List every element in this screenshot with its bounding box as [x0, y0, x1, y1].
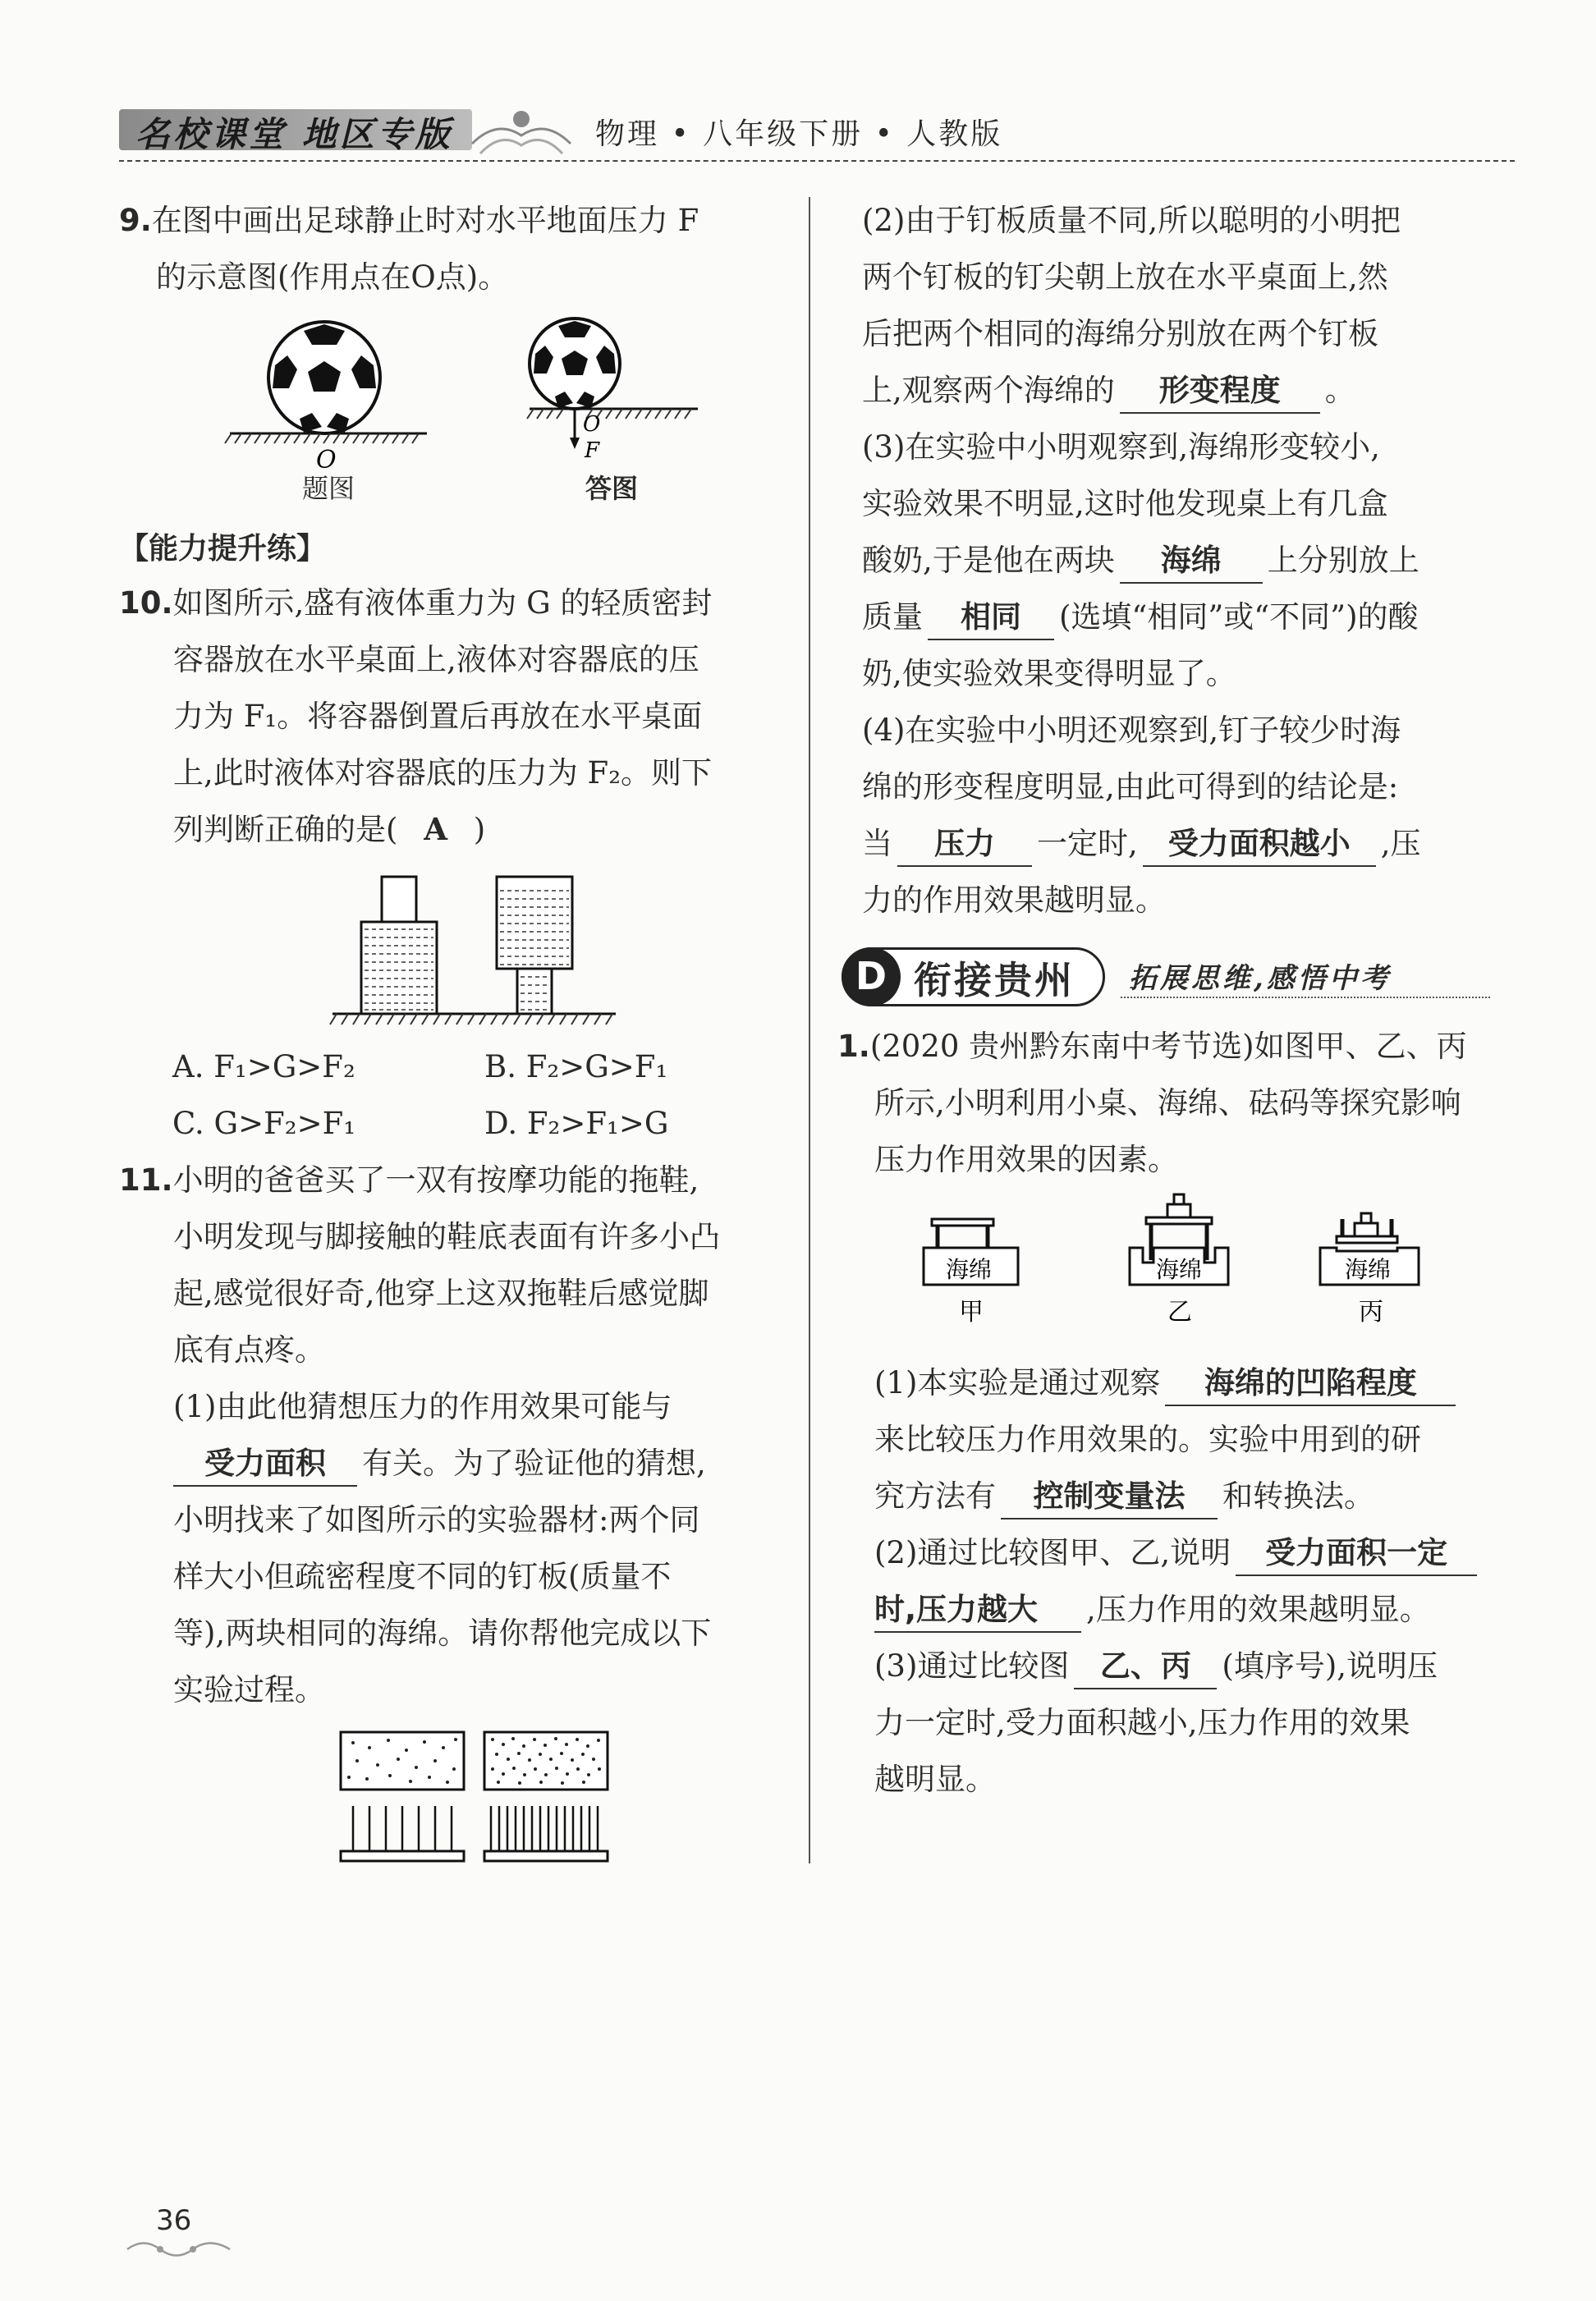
- q10-line2: 容器放在水平桌面上,液体对容器底的压: [173, 642, 699, 677]
- q11-p4-e: ,压: [1380, 826, 1421, 861]
- force-arrow-icon: [570, 409, 580, 449]
- q11-number: 11.: [119, 1162, 173, 1198]
- q11-text: [119, 1152, 792, 1718]
- q11-figure-nailboards: [332, 1728, 628, 1872]
- q10-options: [172, 1038, 796, 1152]
- q11-p2-d: 上,观察两个海绵的: [862, 373, 1115, 408]
- footer-ornament-icon: [123, 2233, 238, 2262]
- q11-answer-6: 受力面积越小: [1143, 823, 1376, 867]
- container-inverted: [497, 877, 572, 1014]
- q11-p1-c1: 小明找来了如图所示的实验器材:两个同: [173, 1502, 700, 1538]
- d1-text: [837, 1018, 1519, 1188]
- q11-intro-2: 小明发现与脚接触的鞋底表面有许多小凸: [173, 1219, 720, 1254]
- q10-line5-end: ): [473, 812, 486, 847]
- d1-number: 1.: [837, 1029, 870, 1064]
- q11-answer-2: 形变程度: [1120, 369, 1320, 414]
- d1-cap-bing: 丙: [1359, 1298, 1383, 1327]
- q10-line4: 上,此时液体对容器底的压力为 F₂。则下: [173, 755, 713, 791]
- d1-answer-2: 控制变量法: [1001, 1475, 1218, 1519]
- q11-p3-b: 实验效果不明显,这时他发现桌上有几盒: [862, 486, 1388, 521]
- football-icon-right: [530, 319, 620, 409]
- section-d-dotted-rule: [1121, 997, 1490, 998]
- q11-p2-2: 两个钉板的钉尖朝上放在水平桌面上,然: [862, 259, 1388, 295]
- column-divider: [809, 197, 810, 1863]
- d1-p2-b: ,压力作用的效果越明显。: [1086, 1592, 1430, 1627]
- q11-intro-3: 起,感觉很好奇,他穿上这双拖鞋后感觉脚: [173, 1276, 709, 1311]
- section-ability-title: 【能力提升练】: [119, 532, 327, 566]
- header-ornament-icon: [464, 94, 579, 160]
- header-subject: 物理 • 八年级下册 • 人教版: [595, 117, 1003, 151]
- d1-cap-yi: 乙: [1167, 1298, 1192, 1327]
- q9-number: 9.: [119, 203, 152, 238]
- q11-p2-1: (2)由于钉板质量不同,所以聪明的小明把: [862, 203, 1401, 238]
- d1-cap-jia: 甲: [959, 1298, 984, 1327]
- q11-answer-3: 海绵: [1120, 539, 1263, 584]
- section-d-slogan: 拓展思维,感悟中考: [1129, 962, 1392, 995]
- section-d-letter-badge: [842, 947, 901, 1006]
- d1-p1-c: 究方法有: [874, 1478, 996, 1514]
- nails-dense: [491, 1806, 598, 1851]
- d1-p3-b: (填序号),说明压: [1222, 1648, 1438, 1684]
- ground-hatch-right: [527, 409, 691, 419]
- q10-answer: A: [424, 811, 447, 847]
- q9-label-o-left: O: [316, 446, 337, 474]
- football-icon-left: [268, 322, 380, 433]
- q10-line5: 列判断正确的是(: [173, 812, 398, 847]
- q11-p3-g: 奶,使实验效果变得明显了。: [862, 656, 1236, 691]
- q9-label-o-right: O: [583, 412, 601, 437]
- q11-p3-a: (3)在实验中小明观察到,海绵形变较小,: [862, 429, 1380, 465]
- q11-p3-f: (选填“相同”或“不同”)的酸: [1059, 599, 1419, 635]
- sponge-sparse: [341, 1732, 464, 1790]
- d1-p3-d: 越明显。: [874, 1762, 996, 1797]
- d1-subparts: [874, 1354, 1523, 1808]
- sponge-dense: [484, 1732, 608, 1790]
- container-upright: [361, 877, 437, 1014]
- d1-answer-3b: 时,压力越大: [874, 1588, 1081, 1633]
- d1-answer-1: 海绵的凹陷程度: [1165, 1362, 1456, 1406]
- header-rule: [119, 160, 1515, 162]
- q10-number: 10.: [119, 585, 173, 621]
- d1-p1-a: (1)本实验是通过观察: [874, 1365, 1161, 1400]
- q11-p4-b: 绵的形变程度明显,由此可得到的结论是:: [862, 769, 1399, 804]
- q9-line1: 在图中画出足球静止时对水平地面压力 F: [151, 203, 699, 238]
- q11-p1-c2: 样大小但疏密程度不同的钉板(质量不: [173, 1559, 672, 1594]
- d1-intro-3: 压力作用效果的因素。: [874, 1142, 1178, 1177]
- d1-p1-d: 和转换法。: [1222, 1478, 1374, 1514]
- q10-line3: 力为 F₁。将容器倒置后再放在水平桌面: [173, 699, 703, 734]
- d1-p3-a: (3)通过比较图: [874, 1648, 1070, 1684]
- section-d-banner: [842, 944, 1523, 1010]
- q11-p2-e: 。: [1324, 373, 1355, 408]
- nails-sparse: [353, 1806, 452, 1851]
- page-number: 36: [156, 2204, 192, 2237]
- q11-p3-e: 质量: [862, 599, 923, 635]
- q11-p4-f: 力的作用效果越明显。: [862, 882, 1166, 918]
- q10-option-b: B. F₂>G>F₁: [484, 1049, 668, 1084]
- q11-answer-4: 相同: [928, 596, 1054, 640]
- q10-figure: [328, 870, 624, 1034]
- q11-p1-c3: 等),两块相同的海绵。请你帮他完成以下: [173, 1616, 712, 1651]
- q11-p1-c4: 实验过程。: [173, 1672, 325, 1707]
- q10-option-c: C. G>F₂>F₁: [172, 1106, 356, 1141]
- q9-line2: 的示意图(作用点在O点)。: [156, 259, 509, 295]
- section-d-title: 衔接贵州: [914, 958, 1075, 1002]
- d1-p2-a: (2)通过比较图甲、乙,说明: [874, 1535, 1231, 1570]
- d1-intro-2: 所示,小明利用小桌、海绵、砝码等探究影响: [874, 1085, 1461, 1121]
- d1-answer-4: 乙、丙: [1074, 1645, 1217, 1689]
- q9-label-f: F: [585, 438, 600, 463]
- section-d-letter: D: [855, 954, 887, 998]
- q11-p1-a: (1)由此他猜想压力的作用效果可能与: [173, 1389, 672, 1424]
- d1-fig-label-yi: 海绵: [1156, 1256, 1203, 1283]
- q10-option-d: D. F₂>F₁>G: [484, 1106, 669, 1141]
- q11-p3-c: 酸奶,于是他在两块: [862, 543, 1115, 578]
- q11-p1-b: 有关。为了验证他的猜想,: [362, 1446, 706, 1481]
- q11-p2-3: 后把两个相同的海绵分别放在两个钉板: [862, 316, 1378, 351]
- q11-intro-4: 底有点疼。: [173, 1332, 325, 1368]
- q9-text: [119, 192, 792, 305]
- q10-line1: 如图所示,盛有液体重力为 G 的轻质密封: [172, 585, 713, 621]
- q11-p4-a: (4)在实验中小明还观察到,钉子较少时海: [862, 713, 1401, 748]
- board-sparse: [341, 1851, 464, 1861]
- q11-p3-d: 上分别放上: [1267, 543, 1419, 578]
- q11-intro-1: 小明的爸爸买了一双有按摩功能的拖鞋,: [172, 1162, 699, 1198]
- q11-p4-d: 一定时,: [1037, 826, 1138, 861]
- page-header: [119, 94, 1515, 168]
- q11-answer-5: 压力: [897, 823, 1032, 867]
- header-brand: 名校课堂 地区专版: [135, 114, 453, 154]
- q10-text: [119, 575, 792, 858]
- d1-intro-1: (2020 贵州黔东南中考节选)如图甲、乙、丙: [869, 1029, 1467, 1064]
- d1-figure: [911, 1190, 1453, 1330]
- d1-fig-label-jia: 海绵: [946, 1256, 993, 1283]
- d1-p1-b: 来比较压力作用效果的。实验中用到的研: [874, 1422, 1421, 1457]
- d1-fig-label-bing: 海绵: [1345, 1256, 1392, 1283]
- q11-answer-1: 受力面积: [173, 1442, 357, 1487]
- d1-answer-3a: 受力面积一定: [1236, 1532, 1477, 1576]
- q11-continued: [862, 192, 1511, 928]
- q9-caption-right: 答图: [585, 473, 638, 504]
- q11-p4-c: 当: [862, 826, 892, 861]
- q9-caption-left: 题图: [301, 473, 355, 504]
- board-dense: [484, 1851, 608, 1861]
- q10-option-a: A. F₁>G>F₂: [172, 1049, 355, 1084]
- d1-p3-c: 力一定时,受力面积越小,压力作用的效果: [874, 1705, 1410, 1740]
